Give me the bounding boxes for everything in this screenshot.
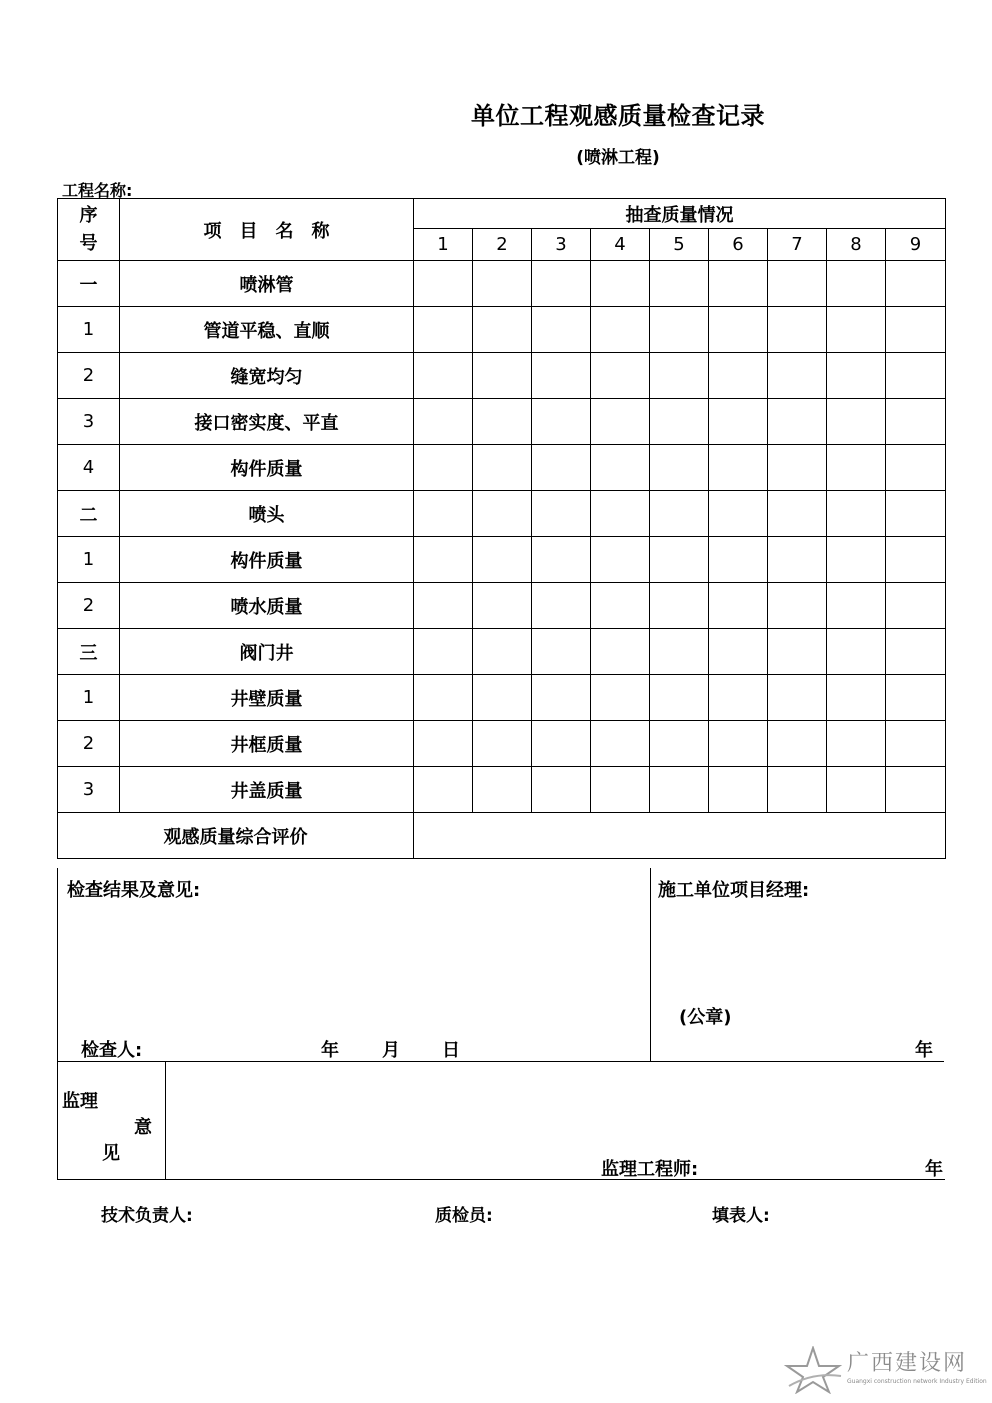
table-row — [58, 307, 946, 353]
contractor-manager-label: 施工单位项目经理: — [658, 880, 810, 901]
sample-cell[interactable] — [709, 629, 768, 675]
row-seq: 1 — [58, 537, 120, 583]
sample-cell[interactable] — [414, 767, 473, 813]
sample-cell[interactable] — [768, 445, 827, 491]
sample-cell[interactable] — [532, 767, 591, 813]
sample-cell[interactable] — [827, 445, 886, 491]
supervision-year-label: 年 — [925, 1159, 943, 1180]
sample-cell[interactable] — [827, 675, 886, 721]
sample-cell[interactable] — [827, 307, 886, 353]
sample-cell[interactable] — [650, 307, 709, 353]
sample-cell[interactable] — [768, 399, 827, 445]
sample-cell[interactable] — [532, 261, 591, 307]
sample-cell[interactable] — [768, 767, 827, 813]
sample-cell[interactable] — [532, 307, 591, 353]
sample-cell[interactable] — [650, 675, 709, 721]
sample-cell[interactable] — [532, 629, 591, 675]
sample-cell[interactable] — [591, 445, 650, 491]
sample-cell[interactable] — [650, 767, 709, 813]
sample-column-header: 2 — [473, 229, 532, 261]
sample-cell[interactable] — [473, 261, 532, 307]
sample-cell[interactable] — [414, 491, 473, 537]
sample-cell[interactable] — [709, 261, 768, 307]
supervision-label-line1: 监理 — [62, 1091, 98, 1112]
date-day-label: 日 — [442, 1040, 460, 1061]
sample-cell[interactable] — [709, 583, 768, 629]
row-seq: 一 — [58, 261, 120, 307]
sample-cell[interactable] — [532, 491, 591, 537]
sample-cell[interactable] — [414, 261, 473, 307]
sample-cell[interactable] — [532, 675, 591, 721]
item-name-header: 项 目 名 称 — [120, 199, 414, 261]
sample-cell[interactable] — [709, 491, 768, 537]
qc-inspector-label: 质检员: — [435, 1206, 493, 1226]
sample-cell[interactable] — [414, 629, 473, 675]
sample-cell[interactable] — [886, 629, 946, 675]
date-year-label: 年 — [321, 1040, 339, 1061]
table-row — [58, 445, 946, 491]
row-item-name: 井框质量 — [120, 721, 414, 767]
sample-cell[interactable] — [827, 583, 886, 629]
inspection-form — [57, 198, 945, 1182]
sample-cell[interactable] — [768, 491, 827, 537]
inspection-result-box — [57, 868, 651, 1062]
sample-cell[interactable] — [886, 353, 946, 399]
supervision-label-line3: 见 — [102, 1143, 120, 1164]
row-item-name: 喷头 — [120, 491, 414, 537]
row-item-name: 缝宽均匀 — [120, 353, 414, 399]
row-item-name: 喷淋管 — [120, 261, 414, 307]
sample-cell[interactable] — [532, 721, 591, 767]
sample-cell[interactable] — [414, 583, 473, 629]
sample-cell[interactable] — [768, 537, 827, 583]
tech-lead-label: 技术负责人: — [101, 1206, 193, 1226]
sample-cell[interactable] — [709, 767, 768, 813]
sample-cell[interactable] — [827, 491, 886, 537]
table-row — [58, 399, 946, 445]
inspector-label: 检查人: — [81, 1040, 143, 1061]
sample-cell[interactable] — [591, 583, 650, 629]
supervising-engineer-label: 监理工程师: — [601, 1159, 699, 1180]
sample-cell[interactable] — [827, 629, 886, 675]
sample-cell[interactable] — [591, 537, 650, 583]
row-item-name: 井盖质量 — [120, 767, 414, 813]
sample-cell[interactable] — [886, 307, 946, 353]
sample-cell[interactable] — [650, 399, 709, 445]
sample-cell[interactable] — [650, 583, 709, 629]
overall-evaluation-row — [58, 813, 946, 859]
sample-cell[interactable] — [591, 629, 650, 675]
sample-cell[interactable] — [473, 537, 532, 583]
table-row — [58, 767, 946, 813]
project-name-label: 工程名称: — [62, 181, 133, 200]
sample-cell[interactable] — [473, 721, 532, 767]
sample-cell[interactable] — [768, 675, 827, 721]
sample-cell[interactable] — [473, 399, 532, 445]
row-item-name: 构件质量 — [120, 445, 414, 491]
sample-cell[interactable] — [709, 353, 768, 399]
sample-cell[interactable] — [414, 399, 473, 445]
sample-cell[interactable] — [591, 261, 650, 307]
sample-cell[interactable] — [709, 445, 768, 491]
sample-cell[interactable] — [473, 629, 532, 675]
sample-cell[interactable] — [827, 537, 886, 583]
contractor-box — [649, 868, 944, 1062]
page-subtitle: (喷淋工程) — [576, 148, 660, 168]
sample-cell[interactable] — [709, 537, 768, 583]
signature-area — [57, 868, 945, 1181]
sample-cell[interactable] — [709, 399, 768, 445]
section-row — [58, 491, 946, 537]
sample-cell[interactable] — [473, 675, 532, 721]
sample-cell[interactable] — [591, 675, 650, 721]
sample-column-header: 9 — [886, 229, 946, 261]
supervision-box — [57, 1061, 945, 1180]
inspection-table — [57, 198, 946, 859]
row-seq: 2 — [58, 353, 120, 399]
supervision-label-cell — [58, 1061, 166, 1179]
page-title: 单位工程观感质量检查记录 — [471, 102, 765, 130]
sample-cell[interactable] — [768, 307, 827, 353]
sample-cell[interactable] — [827, 721, 886, 767]
sample-cell[interactable] — [473, 307, 532, 353]
seq-header-line1: 序 — [79, 204, 98, 226]
row-seq: 1 — [58, 307, 120, 353]
seq-header — [58, 199, 120, 261]
sample-cell[interactable] — [886, 261, 946, 307]
sample-cell[interactable] — [591, 399, 650, 445]
row-seq: 4 — [58, 445, 120, 491]
sample-cell[interactable] — [414, 721, 473, 767]
site-watermark-logo — [783, 1344, 987, 1394]
sample-cell[interactable] — [827, 399, 886, 445]
row-item-name: 阀门井 — [120, 629, 414, 675]
sample-cell[interactable] — [532, 537, 591, 583]
sample-cell[interactable] — [532, 445, 591, 491]
sample-cell[interactable] — [591, 307, 650, 353]
table-row — [58, 537, 946, 583]
sample-cell[interactable] — [650, 537, 709, 583]
watermark-title: 广西建设网 — [847, 1351, 968, 1376]
section-row — [58, 261, 946, 307]
sample-cell[interactable] — [768, 629, 827, 675]
overall-evaluation-cell[interactable] — [414, 813, 946, 859]
sample-cell[interactable] — [473, 767, 532, 813]
overall-evaluation-label: 观感质量综合评价 — [58, 813, 414, 859]
row-seq: 2 — [58, 721, 120, 767]
sample-cell[interactable] — [827, 261, 886, 307]
sample-quality-header: 抽查质量情况 — [414, 199, 946, 229]
sample-cell[interactable] — [591, 353, 650, 399]
sample-cell[interactable] — [827, 767, 886, 813]
seq-header-line2: 号 — [79, 232, 98, 254]
row-item-name: 喷水质量 — [120, 583, 414, 629]
contractor-year-label: 年 — [915, 1040, 933, 1061]
table-row — [58, 583, 946, 629]
sample-cell[interactable] — [414, 445, 473, 491]
sample-cell[interactable] — [886, 583, 946, 629]
row-item-name: 接口密实度、平直 — [120, 399, 414, 445]
sample-column-header: 4 — [591, 229, 650, 261]
row-item-name: 管道平稳、直顺 — [120, 307, 414, 353]
sample-cell[interactable] — [532, 583, 591, 629]
sample-cell[interactable] — [591, 721, 650, 767]
sample-cell[interactable] — [886, 399, 946, 445]
sample-cell[interactable] — [886, 675, 946, 721]
sample-cell[interactable] — [709, 721, 768, 767]
sample-cell[interactable] — [886, 491, 946, 537]
official-seal-label: (公章) — [679, 1007, 732, 1028]
row-seq: 二 — [58, 491, 120, 537]
supervision-label-line2: 意 — [134, 1117, 152, 1138]
sample-column-header: 1 — [414, 229, 473, 261]
watermark-subtitle: Guangxi construction network Industry Edition — [847, 1378, 987, 1385]
sample-cell[interactable] — [650, 629, 709, 675]
sample-cell[interactable] — [473, 491, 532, 537]
row-seq: 3 — [58, 767, 120, 813]
sample-cell[interactable] — [768, 353, 827, 399]
sample-cell[interactable] — [650, 353, 709, 399]
sample-cell[interactable] — [768, 721, 827, 767]
sample-cell[interactable] — [886, 445, 946, 491]
row-seq: 1 — [58, 675, 120, 721]
sample-column-header: 3 — [532, 229, 591, 261]
sample-cell[interactable] — [414, 675, 473, 721]
sample-cell[interactable] — [886, 767, 946, 813]
sample-cell[interactable] — [532, 353, 591, 399]
table-row — [58, 353, 946, 399]
row-item-name: 构件质量 — [120, 537, 414, 583]
sample-cell[interactable] — [414, 307, 473, 353]
sample-cell[interactable] — [886, 537, 946, 583]
sample-cell[interactable] — [768, 261, 827, 307]
date-month-label: 月 — [382, 1040, 400, 1061]
table-row — [58, 675, 946, 721]
sample-column-header: 7 — [768, 229, 827, 261]
form-filler-label: 填表人: — [712, 1206, 770, 1226]
sample-column-header: 6 — [709, 229, 768, 261]
sample-cell[interactable] — [473, 445, 532, 491]
inspection-result-label: 检查结果及意见: — [67, 880, 201, 901]
sample-cell[interactable] — [709, 307, 768, 353]
sample-cell[interactable] — [414, 537, 473, 583]
section-row — [58, 629, 946, 675]
sample-cell[interactable] — [827, 353, 886, 399]
sample-cell[interactable] — [886, 721, 946, 767]
sample-cell[interactable] — [473, 353, 532, 399]
sample-cell[interactable] — [532, 399, 591, 445]
row-seq: 三 — [58, 629, 120, 675]
sample-cell[interactable] — [709, 675, 768, 721]
sample-cell[interactable] — [650, 721, 709, 767]
sample-cell[interactable] — [650, 491, 709, 537]
sample-cell[interactable] — [650, 261, 709, 307]
row-seq: 3 — [58, 399, 120, 445]
row-seq: 2 — [58, 583, 120, 629]
star-logo-icon — [783, 1346, 843, 1394]
sample-cell[interactable] — [473, 583, 532, 629]
sample-cell[interactable] — [591, 767, 650, 813]
sample-cell[interactable] — [591, 491, 650, 537]
sample-column-header: 5 — [650, 229, 709, 261]
row-item-name: 井壁质量 — [120, 675, 414, 721]
sample-cell[interactable] — [768, 583, 827, 629]
table-row — [58, 721, 946, 767]
sample-cell[interactable] — [414, 353, 473, 399]
sample-cell[interactable] — [650, 445, 709, 491]
sample-column-header: 8 — [827, 229, 886, 261]
